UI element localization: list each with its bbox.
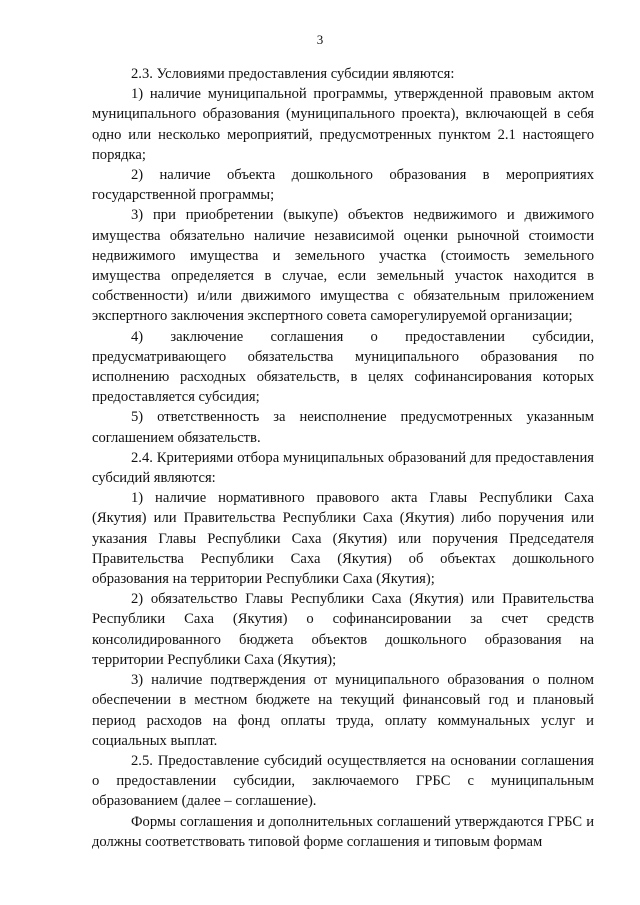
section-2-3-heading: 2.3. Условиями предоставления субсидии являются: [131,66,455,82]
criterion-2-paragraph: 2) обязательство Главы Республики Саха (Якутия) или Правительства Республики Саха (Якутия) о софинансировании за счет средств консолидированного бюджета объектов дошкольного образования на территории Республики Саха (Якутия); [92,591,594,668]
section-2-5-paragraph: 2.5. Предоставление субсидий осуществляется на основании соглашения о предоставлении субсидии, заключаемого ГРБС с муниципальным образованием (далее – соглашение). [92,752,594,810]
condition-3-paragraph: 3) при приобретении (выкупе) объектов недвижимого и движимого имущества обязательно наличие независимой оценки рыночной стоимости недвижимого имущества и земельного участка (стоимость земельного имущества определяется в случае, если земельный участок находится в собственности) и/или движимого имущества с обязательным приложением экспертного заключения экспертного совета саморегулируемой организации; [92,207,594,325]
page-number: 3 [316,32,324,47]
condition-5-paragraph: 5) ответственность за неисполнение предусмотренных указанным соглашением обязательств. [92,409,594,446]
condition-4-paragraph: 4) заключение соглашения о предоставлении субсидии, предусматривающего обязательства муниципального образования по исполнению расходных обязательств, в целях софинансирования которых предоставляется субсидия; [92,328,594,406]
condition-1-paragraph: 1) наличие муниципальной программы, утвержденной правовым актом муниципального образования (муниципального проекта), включающей в себя одно или несколько мероприятий, предусмотренных пунктом 2.1 настоящего порядка; [92,86,594,163]
section-2-4-heading: 2.4. Критериями отбора муниципальных образований для предоставления субсидий являются: [92,449,594,487]
agreement-forms-paragraph: Формы соглашения и дополнительных соглашений утверждаются ГРБС и должны соответствовать типовой форме соглашения и типовым формам [92,813,594,850]
document-body [92,64,594,852]
criterion-3-paragraph: 3) наличие подтверждения от муниципального образования о полном обеспечении в местном бюджете на текущий финансовый год и плановый период расходов на фонд оплаты труда, оплату коммунальных услуг и социальных выплат. [92,672,594,749]
criterion-1-paragraph: 1) наличие нормативного правового акта Главы Республики Саха (Якутия) или Правительства Республики Саха (Якутия) либо поручения или указания Главы Республики Саха (Якутия) или поручения Председателя Правительства Республики Саха (Якутия) об объектах дошкольного образования на территории Республики Саха (Якутия); [92,490,594,588]
condition-2-paragraph: 2) наличие объекта дошкольного образования в мероприятиях государственной программы; [92,167,594,204]
